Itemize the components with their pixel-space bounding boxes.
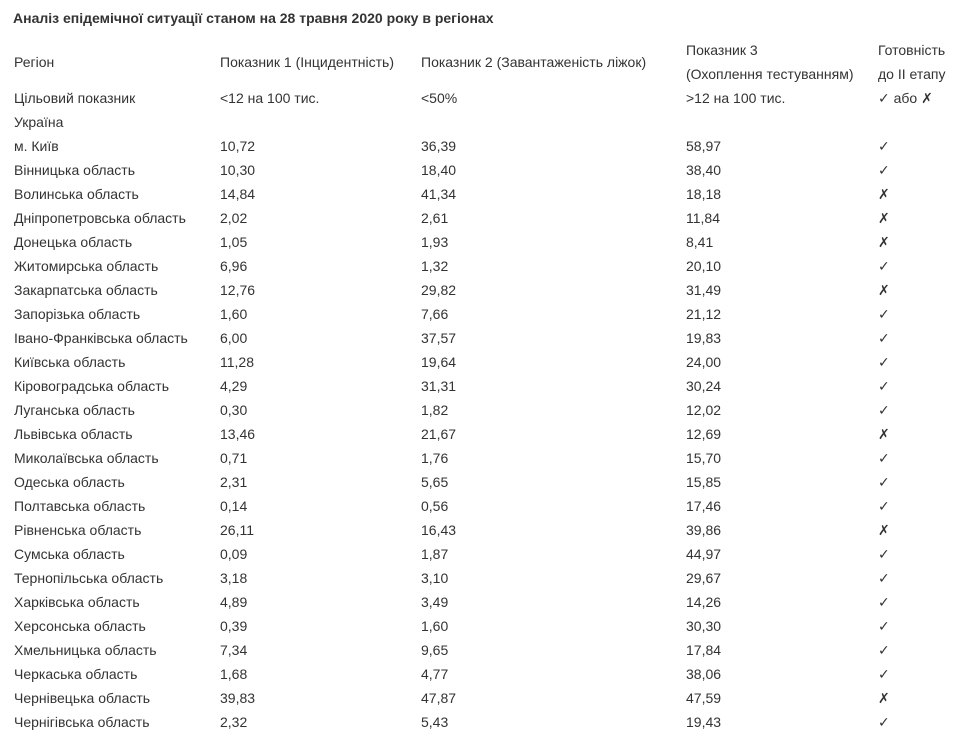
cell-readiness: ✗: [878, 186, 890, 202]
cell-indicator-2: 21,67: [421, 426, 457, 442]
table-row: [14, 470, 949, 494]
cell-indicator-2: 29,82: [421, 282, 457, 298]
cell-region: Луганська область: [14, 402, 135, 418]
cell-readiness: ✗: [878, 282, 890, 298]
cell-indicator-1: 10,30: [220, 162, 256, 178]
cell-readiness: ✓: [878, 666, 890, 682]
cell-indicator-3: 14,26: [686, 594, 722, 610]
table-row: [14, 374, 949, 398]
cell-indicator-3: 8,41: [686, 234, 714, 250]
cell-region: Сумська область: [14, 546, 125, 562]
cell-indicator-3: 39,86: [686, 522, 722, 538]
cell-region: Одеська область: [14, 474, 125, 490]
table-row: [14, 158, 949, 182]
table-row: [14, 590, 949, 614]
country-row: [14, 110, 949, 134]
header-region: Регіон: [14, 54, 55, 70]
cell-readiness: ✓: [878, 402, 890, 418]
cell-indicator-3: 24,00: [686, 354, 722, 370]
cell-region: Закарпатська область: [14, 282, 158, 298]
table-row: [14, 182, 949, 206]
table-row: [14, 662, 949, 686]
cell-indicator-2: 41,34: [421, 186, 457, 202]
cell-region: Чернівецька область: [14, 690, 151, 706]
cell-indicator-1: 1,60: [220, 306, 248, 322]
cell-indicator-2: 1,76: [421, 450, 449, 466]
target-row: [14, 86, 949, 110]
cell-region: Чернігівська область: [14, 714, 150, 730]
cell-region: Дніпропетровська область: [14, 210, 186, 226]
table-row: [14, 518, 949, 542]
header-readiness: [878, 38, 949, 86]
header-indicator-3-line1: Показник 3: [686, 42, 758, 58]
table-row: [14, 230, 949, 254]
cell-region: Харківська область: [14, 594, 140, 610]
cell-region: Полтавська область: [14, 498, 146, 514]
cell-region: Київська область: [14, 354, 126, 370]
cell-indicator-3: 20,10: [686, 258, 722, 274]
cell-readiness: ✓: [878, 162, 890, 178]
cell-indicator-1: 2,02: [220, 210, 248, 226]
table-row: [14, 134, 949, 158]
cell-indicator-2: 37,57: [421, 330, 457, 346]
cell-readiness: ✓: [878, 474, 890, 490]
table-row: [14, 614, 949, 638]
cell-indicator-3: 19,43: [686, 714, 722, 730]
table-row: [14, 350, 949, 374]
cell-indicator-2: 5,65: [421, 474, 449, 490]
cell-indicator-3: 47,59: [686, 690, 722, 706]
cell-region: Львівська область: [14, 426, 133, 442]
cell-region: Черкаська область: [14, 666, 138, 682]
cell-indicator-3: 38,40: [686, 162, 722, 178]
cell-indicator-3: 30,24: [686, 378, 722, 394]
cell-readiness: ✗: [878, 690, 890, 706]
cell-readiness: ✗: [878, 426, 890, 442]
target-indicator-3: >12 на 100 тис.: [686, 90, 786, 106]
table-row: [14, 254, 949, 278]
cell-region: Запорізька область: [14, 306, 141, 322]
cell-indicator-2: 36,39: [421, 138, 457, 154]
cell-readiness: ✗: [878, 210, 890, 226]
table-row: [14, 398, 949, 422]
cell-indicator-3: 17,84: [686, 642, 722, 658]
cell-indicator-3: 19,83: [686, 330, 722, 346]
page-title: Аналіз епідемічної ситуації станом на 28 травня 2020 року в регіонах: [13, 10, 494, 26]
table-row: [14, 566, 949, 590]
cell-indicator-3: 44,97: [686, 546, 722, 562]
cell-readiness: ✓: [878, 450, 890, 466]
country-label: Україна: [14, 114, 64, 130]
cell-indicator-3: 58,97: [686, 138, 722, 154]
header-indicator-3: [686, 38, 878, 86]
cell-indicator-2: 4,77: [421, 666, 449, 682]
table-row: [14, 422, 949, 446]
target-readiness: ✓ або ✗: [878, 90, 933, 106]
cell-indicator-1: 0,09: [220, 546, 248, 562]
cell-indicator-1: 1,68: [220, 666, 248, 682]
cell-indicator-2: 47,87: [421, 690, 457, 706]
cell-indicator-1: 39,83: [220, 690, 256, 706]
cell-indicator-3: 11,84: [686, 210, 720, 226]
cell-readiness: ✓: [878, 570, 890, 586]
cell-readiness: ✗: [878, 234, 890, 250]
cell-readiness: ✓: [878, 498, 890, 514]
target-label: Цільовий показник: [14, 90, 136, 106]
cell-indicator-3: 17,46: [686, 498, 722, 514]
cell-indicator-3: 18,18: [686, 186, 722, 202]
header-indicator-3-line2: (Охоплення тестуванням): [686, 66, 854, 82]
cell-region: Донецька область: [14, 234, 133, 250]
cell-indicator-1: 6,96: [220, 258, 248, 274]
cell-indicator-1: 6,00: [220, 330, 248, 346]
cell-indicator-1: 26,11: [220, 522, 254, 538]
cell-indicator-2: 16,43: [421, 522, 457, 538]
cell-indicator-2: 2,61: [421, 210, 449, 226]
cell-region: Хмельницька область: [14, 642, 157, 658]
cell-indicator-3: 21,12: [686, 306, 722, 322]
cell-readiness: ✓: [878, 258, 890, 274]
cell-indicator-3: 15,70: [686, 450, 722, 466]
cell-indicator-2: 3,10: [421, 570, 449, 586]
cell-indicator-1: 2,31: [220, 474, 248, 490]
cell-indicator-1: 12,76: [220, 282, 256, 298]
cell-indicator-3: 12,02: [686, 402, 722, 418]
table-row: [14, 542, 949, 566]
cell-region: Вінницька область: [14, 162, 135, 178]
cell-readiness: ✗: [878, 522, 890, 538]
cell-region: Херсонська область: [14, 618, 146, 634]
table-row: [14, 446, 949, 470]
cell-indicator-3: 12,69: [686, 426, 722, 442]
cell-indicator-2: 31,31: [421, 378, 457, 394]
cell-indicator-2: 3,49: [421, 594, 449, 610]
cell-indicator-2: 1,87: [421, 546, 449, 562]
cell-indicator-1: 7,34: [220, 642, 248, 658]
cell-readiness: ✓: [878, 618, 890, 634]
target-indicator-1: <12 на 100 тис.: [220, 90, 320, 106]
cell-region: м. Київ: [14, 138, 59, 154]
cell-indicator-2: 9,65: [421, 642, 449, 658]
cell-indicator-2: 1,60: [421, 618, 449, 634]
table-row: [14, 278, 949, 302]
cell-indicator-2: 1,32: [421, 258, 449, 274]
cell-region: Миколаївська область: [14, 450, 159, 466]
cell-indicator-3: 15,85: [686, 474, 722, 490]
cell-indicator-2: 7,66: [421, 306, 449, 322]
cell-indicator-1: 4,29: [220, 378, 248, 394]
cell-indicator-3: 29,67: [686, 570, 722, 586]
header-readiness-line2: до ІІ етапу: [878, 66, 946, 82]
regions-table: [14, 38, 949, 734]
cell-indicator-1: 0,30: [220, 402, 248, 418]
table-row: [14, 302, 949, 326]
cell-readiness: ✓: [878, 642, 890, 658]
cell-indicator-1: 0,39: [220, 618, 248, 634]
cell-readiness: ✓: [878, 138, 890, 154]
cell-indicator-1: 0,71: [220, 450, 248, 466]
cell-indicator-2: 18,40: [421, 162, 457, 178]
cell-indicator-2: 1,82: [421, 402, 449, 418]
table-row: [14, 206, 949, 230]
cell-indicator-1: 3,18: [220, 570, 248, 586]
table-row: [14, 638, 949, 662]
cell-region: Житомирська область: [14, 258, 159, 274]
header-readiness-line1: Готовність: [878, 42, 946, 58]
cell-indicator-3: 31,49: [686, 282, 722, 298]
cell-indicator-1: 11,28: [220, 354, 254, 370]
cell-region: Тернопільська область: [14, 570, 164, 586]
cell-indicator-1: 10,72: [220, 138, 256, 154]
header-indicator-2: Показник 2 (Завантаженість ліжок): [421, 54, 647, 70]
cell-indicator-1: 2,32: [220, 714, 248, 730]
cell-indicator-3: 30,30: [686, 618, 722, 634]
table-row: [14, 686, 949, 710]
cell-indicator-2: 5,43: [421, 714, 449, 730]
cell-readiness: ✓: [878, 330, 890, 346]
cell-readiness: ✓: [878, 594, 890, 610]
cell-indicator-1: 1,05: [220, 234, 248, 250]
target-indicator-2: <50%: [421, 90, 458, 106]
cell-indicator-2: 0,56: [421, 498, 449, 514]
table-row: [14, 326, 949, 350]
cell-indicator-1: 0,14: [220, 498, 248, 514]
cell-indicator-2: 1,93: [421, 234, 449, 250]
cell-readiness: ✓: [878, 306, 890, 322]
cell-indicator-1: 14,84: [220, 186, 256, 202]
cell-indicator-3: 38,06: [686, 666, 722, 682]
cell-region: Івано-Франківська область: [14, 330, 188, 346]
header-indicator-1: Показник 1 (Інцидентність): [220, 54, 395, 70]
table-row: [14, 710, 949, 734]
cell-indicator-1: 13,46: [220, 426, 256, 442]
cell-indicator-2: 19,64: [421, 354, 457, 370]
cell-indicator-1: 4,89: [220, 594, 248, 610]
cell-readiness: ✓: [878, 354, 890, 370]
cell-region: Кіровоградська область: [14, 378, 169, 394]
header-row: [14, 38, 949, 86]
table-row: [14, 494, 949, 518]
cell-region: Волинська область: [14, 186, 139, 202]
cell-readiness: ✓: [878, 546, 890, 562]
cell-readiness: ✓: [878, 378, 890, 394]
cell-readiness: ✓: [878, 714, 890, 730]
cell-region: Рівненська область: [14, 522, 142, 538]
